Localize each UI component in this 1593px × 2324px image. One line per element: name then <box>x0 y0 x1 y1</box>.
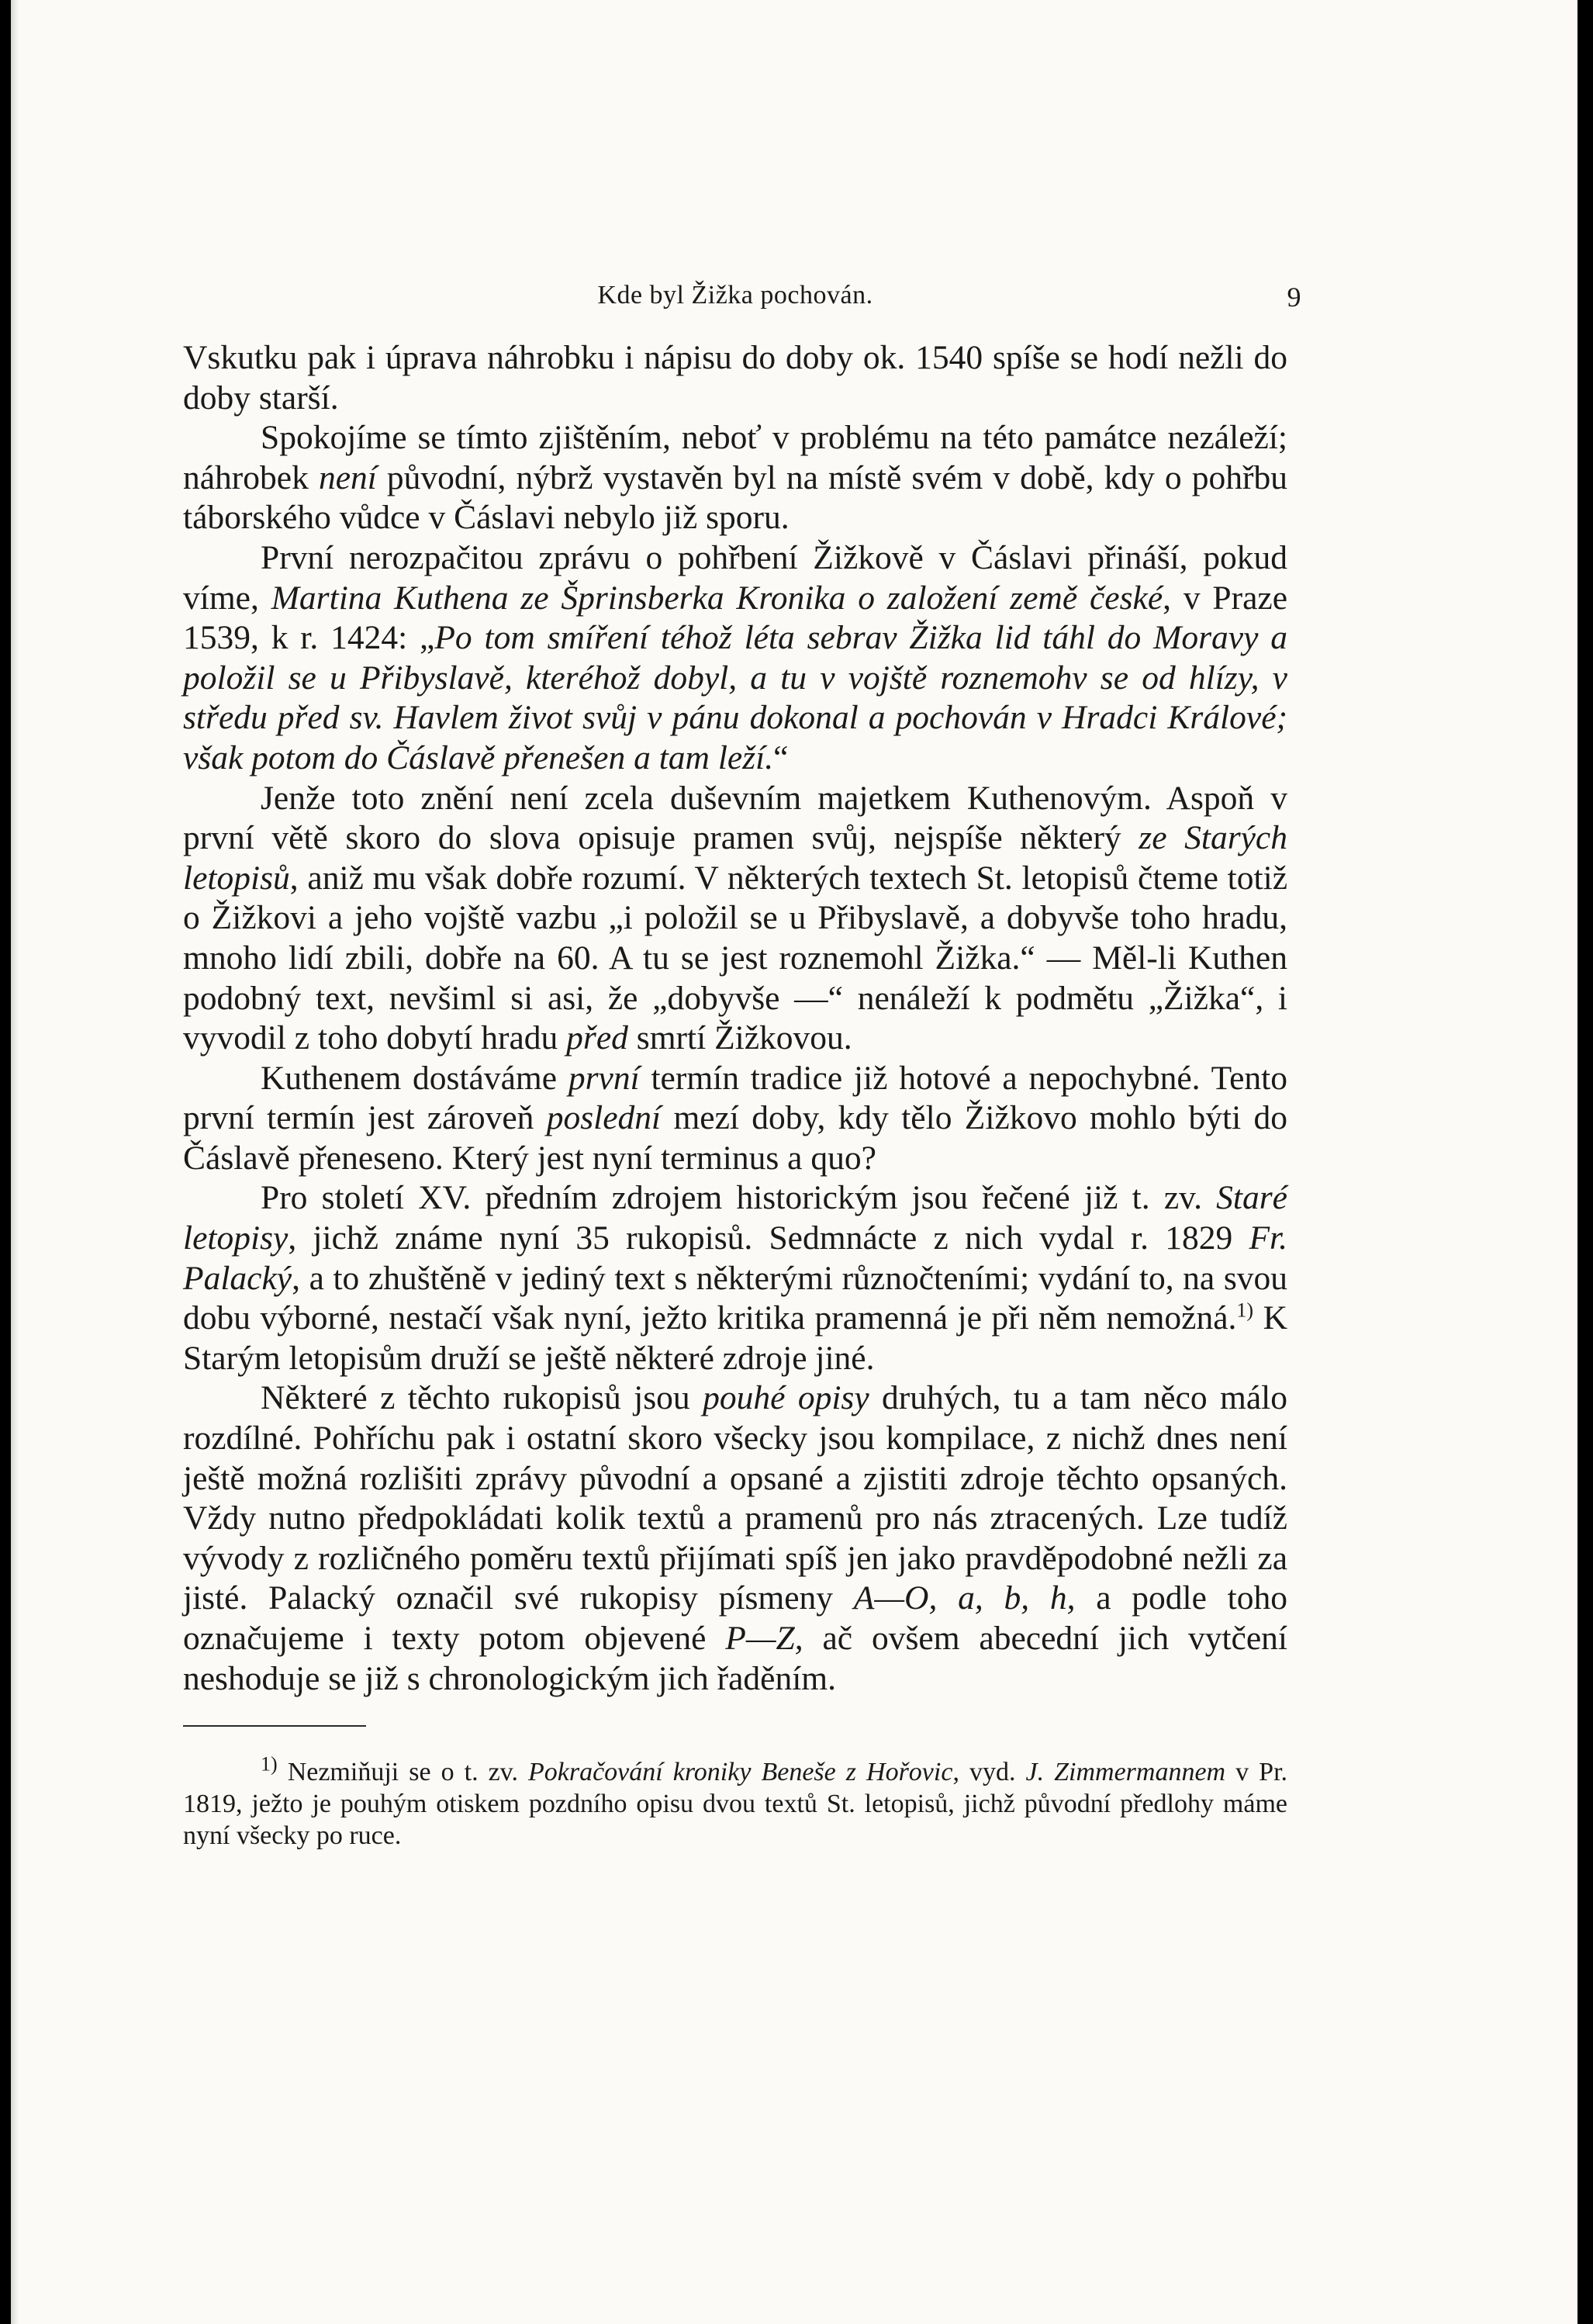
footnote-reference: 1) <box>1236 1299 1254 1322</box>
paragraph-7-italic-segment: pouhé opisy <box>703 1379 869 1417</box>
paragraph-7-text-segment: druhých, tu a tam něco málo rozdílné. Pohříchu pak i ostatní skoro všecky jsou kompilace, z nichž dnes není ještě možná rozlišiti zprávy původní a opsané a zjistiti zdroje těchto opsaných. Vždy nutno předpokládati kolik textů a pramenů pro nás ztracených. Lze tudíž vývody z rozličného poměru textů přijímati spíš jen jako pravděpodobné nežli za jisté. Palacký označil své rukopisy písmeny <box>183 1379 1288 1617</box>
footnote-rule <box>183 1725 366 1727</box>
page-sheet <box>11 0 1577 2324</box>
page-edge-shadow <box>11 0 19 2324</box>
paragraph-1 <box>183 338 1287 418</box>
paragraph-6-text-segment: K Starým letopisům druží se ještě některé zdroje jiné. <box>183 1299 1287 1377</box>
paragraph-7-text-segment: a podle toho označujeme i texty potom objevené <box>183 1579 1287 1657</box>
footnote <box>183 1752 1288 1852</box>
running-title: Kde byl Žižka pochován. <box>597 281 873 310</box>
paragraph-5-italic-segment: první <box>568 1059 640 1097</box>
paragraph-2-italic-segment: není <box>318 458 377 496</box>
body-text <box>183 338 1287 1699</box>
footnote-text-segment: , vyd. <box>952 1758 1026 1787</box>
paragraph-4-text-segment: , aniž mu však dobře rozumí. V některých textech St. letopisů čteme totiž o Žižkovi a jeho vojště vazbu „i položil se u Přibyslavě, a dobyvše toho hradu, mnoho lidí zbili, dobře na 60. A tu se jest roznemohl Žižka.“ — Měl-li Kuthen podobný text, nevšiml si asi, že „dobyvše —“ nenáleží k podmětu „Žižka“, i vyvodil z toho dobytí hradu <box>183 859 1287 1057</box>
paragraph-5 <box>183 1059 1287 1179</box>
paragraph-3 <box>183 538 1287 779</box>
paragraph-5-text-segment: termín tradice již hotové a nepochybné. Tento první termín jest zároveň <box>183 1059 1287 1137</box>
paragraph-1-text-segment: Vskutku pak i úprava náhrobku i nápisu do doby ok. 1540 spíše se hodí nežli do doby starší. <box>183 339 1287 417</box>
paragraph-3-italic-segment: Po tom smíření téhož léta sebrav Žižka lid táhl do Moravy a položil se u Přibyslavě, kteréhož dobyl, a tu v vojště roznemohv se od hlízy, v středu před sv. Havlem život svůj v pánu dokonal a pochován v Hradci Králové; však potom do Čáslavě přenešen a tam leží. <box>183 619 1287 776</box>
paragraph-3-text-segment: “ <box>773 738 789 776</box>
paragraph-5-italic-segment: poslední <box>546 1099 662 1137</box>
paragraph-6-text-segment: , a to zhuštěně v jediný text s některými různočteními; vydání to, na svou dobu výborné, nestačí však nyní, ježto kritika pramenná je při něm nemožná. <box>183 1259 1287 1337</box>
paragraph-5-text-segment: Kuthenem dostáváme <box>261 1059 568 1097</box>
paragraph-6-italic-segment: Fr. Palacký <box>183 1219 1287 1297</box>
footnote-italic-segment: J. Zimmermannem <box>1025 1758 1226 1787</box>
paragraph-4 <box>183 779 1287 1059</box>
footnote-marker: 1) <box>261 1752 278 1776</box>
paragraph-4-italic-segment: ze Starých letopisů <box>183 819 1287 897</box>
paragraph-3-italic-segment: Martina Kuthena ze Šprinsberka Kronika o založení země české <box>271 579 1163 617</box>
running-head <box>183 278 1301 324</box>
paragraph-2 <box>183 418 1287 538</box>
page-content <box>183 278 1301 1852</box>
paragraph-6-text-segment: , jichž známe nyní 35 rukopisů. Sedmnácte z nich vydal r. 1829 <box>288 1219 1249 1257</box>
footnote-text-segment: v Pr. 1819, ježto je pouhým otiskem pozdního opisu dvou textů St. letopisů, jichž původní předlohy máme nyní všecky po ruce. <box>183 1758 1288 1851</box>
paragraph-2-text-segment: Spokojíme se tímto zjištěním, neboť v problému na této památce nezáleží; náhrobek <box>183 419 1287 496</box>
paragraph-6-text-segment: Pro století XV. předním zdrojem historickým jsou řečené již t. zv. <box>261 1179 1217 1217</box>
footnote-text-segment: Nezmiňuji se o t. zv. <box>277 1758 528 1787</box>
paragraph-7-text-segment: ač ovšem abecední jich vytčení neshoduje se již s chronologickým jich řaděním. <box>183 1620 1287 1697</box>
paragraph-3-text-segment: První nerozpačitou zprávu o pohřbení Žižkově v Čáslavi přináší, pokud víme, <box>183 538 1287 617</box>
paragraph-6 <box>183 1178 1287 1378</box>
paragraph-7-text-segment: Některé z těchto rukopisů jsou <box>261 1379 703 1417</box>
footnote-italic-segment: Pokračování kroniky Beneše z Hořovic <box>528 1758 953 1787</box>
paragraph-4-italic-segment: před <box>566 1019 628 1057</box>
paragraph-4-text-segment: Jenže toto znění není zcela duševním majetkem Kuthenovým. Aspoň v první větě skoro do slova opisuje pramen svůj, nejspíše některý <box>183 779 1287 857</box>
paragraph-3-text-segment: , v Praze 1539, k r. 1424: „ <box>183 579 1288 657</box>
page-number: 9 <box>1287 282 1301 313</box>
footnote-text <box>183 1758 1287 1850</box>
paragraph-2-text-segment: původní, nýbrž vystavěn byl na místě svém v době, kdy o pohřbu táborského vůdce v Čáslavi nebylo již sporu. <box>183 458 1287 537</box>
paragraph-7-italic-segment: A—O, a, b, h, <box>853 1579 1076 1617</box>
paragraph-7-italic-segment: P—Z, <box>725 1620 803 1657</box>
paragraph-6-italic-segment: Staré letopisy <box>183 1179 1287 1257</box>
paragraph-4-text-segment: smrtí Žižkovou. <box>627 1019 852 1057</box>
paragraph-5-text-segment: mezí doby, kdy tělo Žižkovo mohlo býti do Čáslavě přeneseno. Který jest nyní terminus a quo? <box>183 1099 1288 1177</box>
paragraph-7 <box>183 1378 1287 1699</box>
